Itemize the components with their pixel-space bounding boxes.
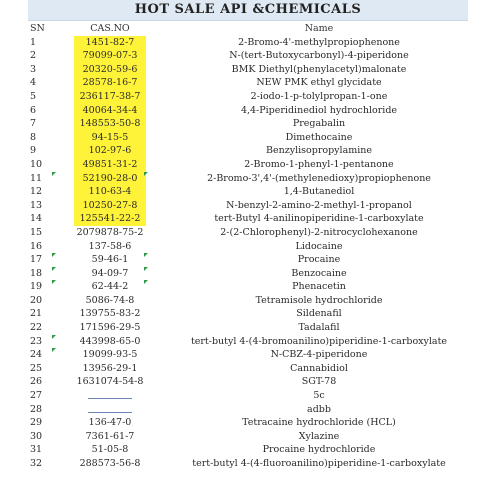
row-sn: 21 (30, 308, 43, 320)
cas-number: 1631074-54-8 (76, 376, 144, 388)
cas-number: 94-09-7 (91, 267, 129, 279)
table-row (28, 226, 468, 240)
cas-number: 19099-93-5 (82, 349, 138, 361)
cas-number: 52190-28-0 (74, 172, 146, 186)
table-row (28, 375, 468, 389)
row-cas (50, 36, 170, 50)
row-cas (50, 117, 170, 131)
row-sn: 31 (30, 444, 43, 456)
comment-marker-icon (144, 280, 148, 284)
row-name: N-(tert-Butoxycarbonyl)-4-piperidone (229, 50, 409, 62)
cas-number: 79099-07-3 (74, 49, 146, 63)
row-sn: 7 (30, 118, 37, 130)
row-sn: 12 (30, 186, 43, 198)
table-row (28, 335, 468, 349)
cas-number: 171596-29-5 (79, 322, 141, 334)
row-name: Sildenafil (296, 308, 342, 320)
cas-number: 110-63-4 (74, 185, 146, 199)
row-name: Tadalafil (298, 322, 340, 334)
table-row (28, 158, 468, 172)
row-cas (50, 212, 170, 226)
row-name: 2-Bromo-1-phenyl-1-pentanone (244, 158, 394, 170)
cas-number: 288573-56-8 (79, 458, 141, 469)
chemicals-table (28, 22, 468, 471)
row-cas (50, 457, 170, 471)
table-row (28, 104, 468, 118)
header-cas: CAS.NO (90, 23, 130, 34)
row-sn: 23 (30, 335, 43, 347)
cas-number: 51-05-8 (91, 444, 129, 456)
comment-marker-icon (52, 267, 56, 271)
row-name: Phenacetin (292, 281, 346, 293)
row-name: 2-(2-Chlorophenyl)-2-nitrocyclohexanone (220, 226, 418, 238)
row-sn: 18 (30, 267, 43, 279)
table-row (28, 212, 468, 226)
row-sn: 14 (30, 213, 43, 225)
table-row (28, 457, 468, 471)
row-cas (50, 321, 170, 335)
row-cas (50, 375, 170, 389)
table-row (28, 389, 468, 403)
comment-marker-icon (52, 280, 56, 284)
row-name: NEW PMK ethyl glycidate (256, 77, 382, 89)
table-row (28, 199, 468, 213)
row-name: 2-iodo-1-p-tolylpropan-1-one (250, 90, 388, 102)
row-cas (50, 443, 170, 457)
cas-number: 137-58-6 (88, 240, 132, 252)
comment-marker-icon (144, 172, 148, 176)
row-cas (50, 280, 170, 294)
table-row (28, 36, 468, 50)
row-cas (50, 199, 170, 213)
row-cas (50, 144, 170, 158)
table-row (28, 144, 468, 158)
row-name: Benzocaine (291, 267, 347, 279)
cas-number: 40064-34-4 (74, 104, 146, 118)
row-cas (50, 335, 170, 349)
row-cas (50, 348, 170, 362)
table-row (28, 172, 468, 186)
row-name: Procaine (297, 254, 341, 266)
table-row (28, 253, 468, 267)
row-name: N-benzyl-2-amino-2-methyl-1-propanol (226, 199, 412, 211)
row-cas (50, 158, 170, 172)
row-name: tert-Butyl 4-anilinopiperidine-1-carboxylate (214, 213, 424, 225)
pen-stroke-mark (88, 412, 132, 413)
row-name: Dimethocaine (285, 131, 353, 143)
row-sn: 16 (30, 240, 43, 252)
row-sn: 32 (30, 458, 43, 469)
table-row (28, 348, 468, 362)
row-cas (50, 403, 170, 417)
comment-marker-icon (52, 348, 56, 352)
row-cas (50, 104, 170, 118)
row-sn: 6 (30, 104, 37, 116)
row-cas (50, 267, 170, 281)
row-sn: 30 (30, 430, 43, 442)
row-sn: 27 (30, 390, 43, 402)
cas-number: 443998-65-0 (79, 335, 141, 347)
cas-number: 28578-16-7 (74, 76, 146, 90)
row-sn: 11 (30, 172, 43, 184)
cas-number: 136-47-0 (88, 417, 132, 429)
cas-number: 139755-83-2 (79, 308, 141, 320)
row-sn: 28 (30, 403, 43, 415)
cas-number: 49851-31-2 (74, 158, 146, 172)
row-sn: 19 (30, 281, 43, 293)
pen-stroke-mark (88, 398, 132, 399)
row-sn: 4 (30, 77, 37, 89)
comment-marker-icon (52, 335, 56, 339)
row-sn: 22 (30, 322, 43, 334)
table-row (28, 240, 468, 254)
row-cas (50, 253, 170, 267)
row-sn: 13 (30, 199, 43, 211)
row-name: Pregabalin (292, 118, 346, 130)
cas-number: 236117-38-7 (74, 90, 146, 104)
row-name: SGT-78 (301, 376, 337, 388)
table-row (28, 131, 468, 145)
row-sn: 9 (30, 145, 37, 157)
table-row (28, 267, 468, 281)
row-sn: 26 (30, 376, 43, 388)
table-row (28, 280, 468, 294)
cas-number: 7361-61-7 (85, 430, 135, 442)
row-cas (50, 49, 170, 63)
cas-number: 59-46-1 (91, 254, 129, 266)
row-name: Benzylisopropylamine (265, 145, 373, 157)
table-row (28, 90, 468, 104)
row-name: adbb (307, 403, 331, 415)
cas-number: 13956-29-1 (82, 362, 138, 374)
row-sn: 15 (30, 226, 43, 238)
row-name: BMK Diethyl(phenylacetyl)malonate (231, 63, 407, 75)
row-name: Tetracaine hydrochloride (HCL) (242, 417, 396, 429)
row-sn: 3 (30, 63, 37, 75)
cas-number: 148553-50-8 (74, 117, 146, 131)
row-name: Cannabidiol (290, 362, 348, 374)
row-name: N-CBZ-4-piperidone (270, 349, 368, 361)
row-sn: 2 (30, 50, 37, 62)
row-name: 2-Bromo-4'-methylpropiophenone (238, 36, 400, 48)
table-row (28, 403, 468, 417)
header-sn: SN (30, 23, 45, 34)
table-row (28, 430, 468, 444)
row-name: 4,4-Piperidinediol hydrochloride (240, 104, 398, 116)
table-row (28, 63, 468, 77)
cas-number: 1451-82-7 (74, 36, 146, 50)
row-sn: 10 (30, 158, 43, 170)
row-cas (50, 131, 170, 145)
cas-number: 102-97-6 (74, 144, 146, 158)
cas-number: 5086-74-8 (85, 294, 135, 306)
cas-number: 94-15-5 (74, 131, 146, 145)
row-cas (50, 430, 170, 444)
row-sn: 24 (30, 349, 43, 361)
row-cas (50, 90, 170, 104)
row-name: tert-butyl 4-(4-fluoroanilino)piperidine-1-carboxylate (192, 458, 446, 469)
table-row (28, 117, 468, 131)
page-title: HOT SALE API &CHEMICALS (28, 0, 468, 21)
row-sn: 8 (30, 131, 37, 143)
row-sn: 29 (30, 417, 43, 429)
cas-number: 125541-22-2 (74, 212, 146, 226)
row-sn: 25 (30, 362, 43, 374)
table-row (28, 443, 468, 457)
comment-marker-icon (52, 172, 56, 176)
row-sn: 20 (30, 294, 43, 306)
comment-marker-icon (144, 267, 148, 271)
comment-marker-icon (144, 253, 148, 257)
row-name: 1,4-Butanediol (283, 186, 355, 198)
cas-number: 20320-59-6 (74, 63, 146, 77)
table-row (28, 307, 468, 321)
row-name: Lidocaine (295, 240, 343, 252)
table-row (28, 294, 468, 308)
row-name: Procaine hydrochloride (262, 444, 376, 456)
row-cas (50, 307, 170, 321)
row-name: 2-Bromo-3',4'-(methylenedioxy)propiophenone (207, 172, 431, 184)
row-name: 5c (313, 390, 325, 402)
row-cas (50, 76, 170, 90)
table-row (28, 185, 468, 199)
header-name: Name (304, 23, 334, 34)
row-cas (50, 63, 170, 77)
table-row (28, 76, 468, 90)
row-cas (50, 416, 170, 430)
row-cas (50, 362, 170, 376)
row-cas (50, 185, 170, 199)
row-name: Xylazine (298, 430, 340, 442)
cas-number: 62-44-2 (91, 281, 129, 293)
row-sn: 17 (30, 254, 43, 266)
table-row (28, 49, 468, 63)
cas-number: 10250-27-8 (74, 199, 146, 213)
row-cas (50, 240, 170, 254)
table-row (28, 416, 468, 430)
row-cas (50, 172, 170, 186)
table-row (28, 321, 468, 335)
row-name: Tetramisole hydrochloride (255, 294, 383, 306)
row-sn: 5 (30, 90, 37, 102)
cas-number: 2079878-75-2 (76, 226, 144, 238)
row-cas (50, 389, 170, 403)
row-sn: 1 (30, 36, 37, 48)
comment-marker-icon (52, 253, 56, 257)
table-row (28, 362, 468, 376)
row-cas (50, 226, 170, 240)
row-cas (50, 294, 170, 308)
table-header-row (28, 22, 468, 36)
row-name: tert-butyl 4-(4-bromoanilino)piperidine-1-carboxylate (190, 335, 448, 347)
